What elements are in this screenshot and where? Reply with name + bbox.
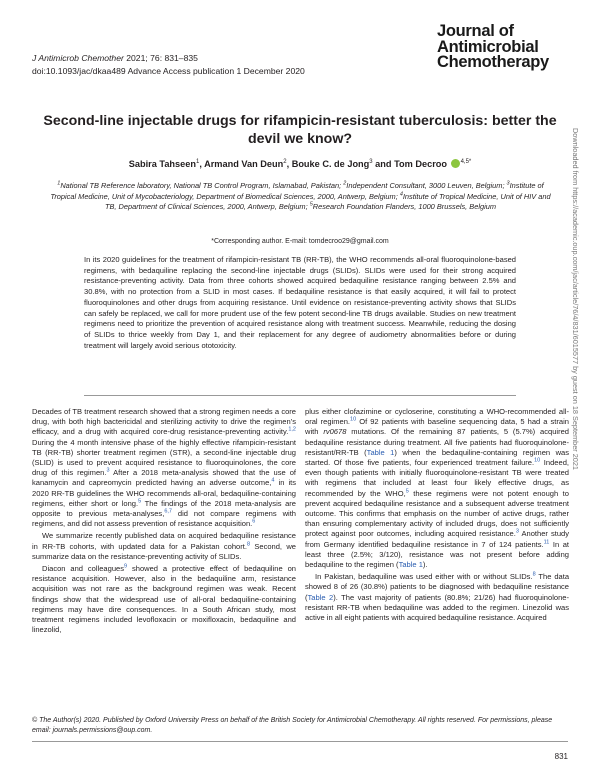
reference-link[interactable]: 8: [246, 541, 251, 548]
copyright-notice: © The Author(s) 2020. Published by Oxford University Press on behalf of the British Society for Antimicrobial Chemotherapy. All rights reserved. For permissions, please email: journals.permissions@oup.com.: [32, 717, 553, 734]
reference-link[interactable]: 6,7: [164, 508, 172, 515]
table-link[interactable]: Table 1: [398, 560, 423, 570]
affiliation: Institute of Tropical Medicine, Unit of HIV and TB, Department of Clinical Sciences, 2000, Antwerp, Belgium;: [104, 191, 551, 211]
affil-sup: 4: [399, 191, 403, 198]
reference-link[interactable]: 10: [534, 457, 541, 464]
author-name[interactable]: Bouke C. de Jong: [291, 159, 370, 169]
table-link[interactable]: Table 1: [366, 447, 395, 457]
paragraph: Decades of TB treatment research showed that a strong regimen needs a core drug, with both high bactericidal and sterilizing activity to drive the regimen’s efficacy, and a drug with acquired core-drug resistance-preventing activity.$^{1,2}$ During the 4 month intensive phase of the highly effective rifampicin-resistant TB (RR-TB) shorter treatment regimen (STR), a second-line injectable drug (SLID) is used to prevent acquired resistance to fluoroquinolones, the core drug of this regimen.$^3$ After a 2018 meta-analysis showed that the use of kanamycin and capreomycin predicted having an adverse outcome,$^4$ in its 2020 RR-TB guidelines the WHO recommends all-oral, bedaquiline-containing regimens, either short or long.$^5$ The findings of the 2018 meta-analysis are opposite to previous meta-analyses,$^{6,7}$ did not compare regimens with regimens, and did not assess prevention of resistance acquisition.$^6$: [32, 407, 296, 529]
affil-sup: 1: [57, 180, 61, 187]
footer-divider: [32, 741, 568, 742]
article-title: Second-line injectable drugs for rifampicin-resistant tuberculosis: better the devil we know?: [43, 113, 557, 147]
reference-link[interactable]: 9: [124, 563, 128, 570]
author-affil-sup: 4,5*: [460, 158, 472, 165]
abstract: In its 2020 guidelines for the treatment of rifampicin-resistant TB (RR-TB), the WHO recommends all-oral fluoroquinolone-based regimens, with bedaquiline replacing the second-line injectable drugs (SLIDs). SLIDs were used for their strong acquired resistance-preventing activity. Data from three cohorts showed acquired bedaquiline resistance ranging between 2.5% and 30.8%, with no protection from a SLID in most cases. If bedaquiline resistance is that easily acquired, it will fail to protect fluoroquinolones and other drugs from acquiring resistance. Until evidence on resistance-preventing activity shows that SLIDs can safely be replaced, we call for more prudent use of the few potent second-line TB drugs available. Studies on new treatment regimens need to prioritize the prevention of acquired resistance along with treatment success. Meanwhile, reducing the dosing of SLIDs to thrice weekly from Day 1, and their replacement for any degree of audiometry abnormalities before or during treatment will largely avoid serious ototoxicity.: [84, 255, 516, 350]
author-name[interactable]: Sabira Tahseen: [128, 159, 196, 169]
author-name[interactable]: Tom Decroo: [394, 159, 447, 169]
orcid-icon[interactable]: [451, 159, 460, 168]
corresponding-author: *Corresponding author. E-mail: tomdecroo29@gmail.com: [211, 238, 389, 245]
reference-link[interactable]: 5: [405, 488, 409, 495]
reference-link[interactable]: 3: [515, 528, 519, 535]
author-list: Sabira Tahseen$^1$, Armand Van Deun$^2$, Bouke C. de Jong$^3$ and Tom Decroo $^{4,5*}$: [128, 158, 472, 169]
reference-link[interactable]: 4: [271, 477, 275, 484]
citation-block: [32, 52, 305, 78]
paragraph: In Pakistan, bedaquiline was used either with or without SLIDs.$^8$ The data showed 8 of 26 (30.8%) patients to be diagnosed with bedaquiline resistance (Table 2). The vast majority of patients (80.8%; 21/26) had fluoroquinolone-resistant RR-TB when bedaquiline was added to the regimen. Linezolid was active in all eight patients with acquired bedaquiline resistance. Acquired: [305, 571, 570, 623]
reference-link[interactable]: 3: [106, 467, 110, 474]
download-watermark-text: Downloaded from https://academic.oup.com/jac/article/76/4/831/6015577 by guest on 18 September 2021: [571, 128, 580, 470]
reference-link[interactable]: 11: [543, 539, 550, 546]
logo-line-2: Antimicrobial: [437, 37, 539, 56]
affil-sup: 2: [343, 180, 347, 187]
logo-line-1: Journal of: [437, 22, 514, 40]
author-affil-sup: 1: [195, 158, 200, 165]
divider: [84, 395, 516, 396]
citation-journal: J Antimicrob Chemother: [32, 53, 124, 63]
citation-line: [32, 52, 305, 65]
body-column-right: [305, 407, 569, 623]
page-number: 831: [554, 752, 568, 761]
reference-link[interactable]: 6: [252, 518, 256, 525]
reference-link[interactable]: 1,2: [288, 426, 296, 433]
affiliation: Independent Consultant, 3000 Leuven, Belgium;: [346, 181, 507, 190]
reference-link[interactable]: 5: [138, 498, 142, 505]
logo-line-3: Chemotherapy: [437, 53, 549, 71]
download-watermark: [569, 128, 583, 588]
author-affil-sup: 3: [369, 158, 373, 165]
affil-sup: 3: [506, 180, 510, 187]
gene-name: rv0678: [323, 427, 347, 437]
journal-logo: [437, 24, 577, 71]
affil-sup: 5: [309, 201, 313, 208]
paragraph: Diacon and colleagues$^9$ showed a protective effect of bedaquiline on resistance acquisition. However, also in the bedaquiline arm, resistance acquisition was not rare as the background regimen was weak. Recent findings show that the widespread use of all-oral bedaquiline-containing regimens may have dire consequences. In a South African study, most treatment regimens included levofloxacin or moxifloxacin, bedaquiline and linezolid,: [32, 563, 296, 635]
paragraph: We summarize recently published data on acquired bedaquiline resistance in RR-TB cohorts, with updated data for a Pakistan cohort.$^8$ Second, we summarize data on the resistance-preventing activity of SLIDs.: [32, 531, 296, 561]
citation-volume-pages: 2021; 76: 831–835: [123, 53, 198, 63]
table-link[interactable]: Table 2: [307, 592, 334, 602]
doi-line: doi:10.1093/jac/dkaa489 Advance Access publication 1 December 2020: [32, 66, 305, 76]
reference-link[interactable]: 8: [532, 571, 536, 578]
affiliation: National TB Reference laboratory, National TB Control Program, Islamabad, Pakistan;: [60, 181, 344, 190]
affiliation: Institute of Tropical Medicine, Unit of Mycobacteriology, Department of Biomedical Sciences, 2000, Antwerp, Belgium;: [50, 181, 544, 201]
author-name[interactable]: Armand Van Deun: [204, 159, 284, 169]
author-affil-sup: 2: [283, 158, 287, 165]
affiliations: [48, 181, 553, 213]
affiliation: Research Foundation Flanders, 1000 Brussels, Belgium: [312, 202, 496, 211]
reference-link[interactable]: 10: [350, 416, 357, 423]
paragraph: plus either clofazimine or cycloserine, constituting a WHO-recommended all-oral regimen.$^{10}$ Of 92 patients with baseline sequencing data, 5 had a strain with rv0678 mutations. Of the remaining 87 patients, 5 (5.7%) acquired bedaquiline resistance during treatment. All five patients had fluoroquinolone-resistant/RR-TB (Table 1) when the bedaquiline-containing regimen was started. Of those five patients, four experienced treatment failure.$^{10}$ Indeed, even though patients with initially fluoroquinolone-resistant TB were treated with regimens that included at least four likely effective drugs, as recommended by the WHO,$^5$ these regimens were not potent enough to prevent acquired bedaquiline resistance and a subsequent adverse treatment outcome. This confirms that emphasis on the number of active drugs, rather than ensuring complementary activity of included drugs, does not sufficiently protect against poor outcomes, including acquired resistance.$^3$ Another study from Germany identified bedaquiline resistance in 7 of 124 patients.$^{11}$ In at least three (2.5%; 3/120), resistance was not present before adding bedaquiline to the regimen (Table 1).: [305, 407, 570, 570]
body-column-left: [32, 407, 296, 635]
